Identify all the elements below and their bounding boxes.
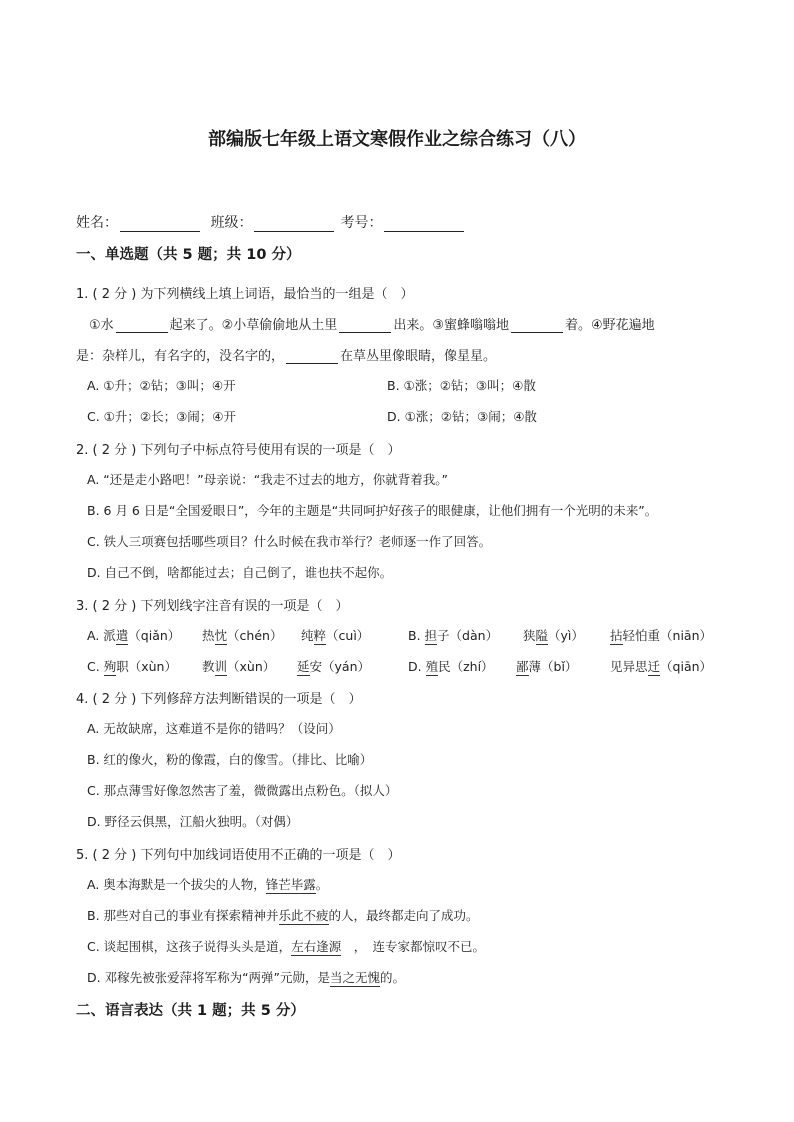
question-2-stem: 2. ( 2 分 ) 下列句子中标点符号使用有误的一项是（ ）: [76, 443, 401, 458]
q3-option-d-word-3: [610, 657, 712, 675]
q5-option-a[interactable]: [87, 875, 328, 893]
opt-text: （qiān）: [660, 659, 713, 674]
underlined-char: 延: [297, 659, 310, 674]
underlined-phrase: 当之无愧: [330, 970, 381, 985]
opt-text: 薄（bǐ）: [528, 659, 578, 674]
q3-option-a-word-3: [301, 626, 369, 644]
q4-option-a[interactable]: A. 无故缺席，这难道不是你的错吗？（设问）: [87, 721, 341, 736]
opt-text: C.: [87, 659, 104, 674]
opt-text: C. 谈起围棋，这孩子说得头头是道，: [87, 939, 292, 954]
underlined-char: 鄙: [516, 659, 529, 674]
q2-option-b[interactable]: B. 6 月 6 日是“全国爱眼日”，今年的主题是“共同呵护好孩子的眼健康，让他们拥有一个光明的未来”。: [87, 503, 658, 518]
q3-option-c-word-3: [297, 657, 370, 675]
question-1-passage-line-1: [89, 314, 655, 333]
fill-blank[interactable]: [286, 350, 338, 364]
passage-text: 在草丛里像眼睛，像星星。: [340, 349, 497, 364]
fill-blank[interactable]: [116, 319, 168, 333]
opt-text: 的。: [380, 970, 406, 985]
opt-text: 纯: [301, 628, 314, 643]
opt-text: D.: [408, 659, 426, 674]
q4-option-b[interactable]: B. 红的像火，粉的像霞，白的像雪。（排比、比喻）: [87, 752, 373, 767]
underlined-phrase: 左右逢源: [291, 939, 342, 954]
q3-option-b-word-3: [610, 626, 712, 644]
q2-option-c[interactable]: C. 铁人三项赛包括哪些项目？什么时候在我市举行？老师逐一作了回答。: [87, 534, 492, 549]
section-1-heading: 一、单选题（共 5 题；共 10 分）: [76, 247, 301, 263]
fill-blank[interactable]: [339, 319, 391, 333]
passage-text: ①水: [89, 318, 114, 333]
passage-text: 出来。③蜜蜂嗡嗡地: [393, 318, 509, 333]
name-blank[interactable]: [120, 217, 200, 232]
underlined-char: 担: [424, 628, 438, 643]
opt-text: 的人，最终都走向了成功。: [328, 908, 479, 923]
opt-text: 狭: [523, 628, 536, 643]
q1-option-b[interactable]: B. ①涨；②钻；③叫；④散: [387, 378, 536, 393]
page-title: 部编版七年级上语文寒假作业之综合练习（八）: [208, 129, 586, 150]
opt-text: 民（zhí）: [438, 659, 494, 674]
opt-text: 子（dàn）: [437, 628, 499, 643]
opt-text: 轻怕重（niān）: [622, 628, 712, 643]
q3-option-c[interactable]: [87, 657, 177, 675]
question-5-stem: 5. ( 2 分 ) 下列句中加线词语使用不正确的一项是（ ）: [76, 848, 401, 863]
passage-text: 是：杂样儿，有名字的，没名字的，: [76, 349, 285, 364]
underlined-char: 遣: [115, 628, 129, 643]
q3-option-d[interactable]: [408, 657, 494, 675]
q3-option-d-word-2: [516, 657, 577, 675]
opt-text: （qiǎn）: [128, 628, 181, 643]
underlined-char: 殖: [425, 659, 439, 674]
opt-text: ， 连专家都惊叹不已。: [341, 939, 485, 954]
q3-option-a[interactable]: [87, 626, 180, 644]
q4-option-c[interactable]: C. 那点薄雪好像忽然害了羞，微微露出点粉色。（拟人）: [87, 783, 398, 798]
q4-option-d[interactable]: D. 野径云俱黑，江船火独明。（对偶）: [87, 814, 299, 829]
name-label: 姓名：: [76, 215, 118, 231]
q3-option-b-word-2: [523, 626, 584, 644]
q5-option-c[interactable]: [87, 937, 485, 955]
q3-option-b[interactable]: [408, 626, 498, 644]
question-1-stem: 1. ( 2 分 ) 为下列横线上填上词语，最恰当的一组是（ ）: [76, 287, 414, 302]
q1-option-a[interactable]: A. ①升；②钻；③叫；④开: [87, 378, 236, 393]
opt-text: B. 那些对自己的事业有探索精神并: [87, 908, 279, 923]
underlined-char: 迁: [647, 659, 661, 674]
underlined-char: 忱: [214, 628, 228, 643]
opt-text: （xùn）: [227, 659, 276, 674]
opt-text: D. 邓稼先被张爱萍将军称为“两弹”元勋，是: [87, 970, 331, 985]
class-label: 班级：: [210, 215, 253, 231]
underlined-char: 殉: [103, 659, 117, 674]
opt-text: A. 奥本海默是一个拔尖的人物，: [87, 877, 266, 892]
opt-text: 职（xùn）: [116, 659, 177, 674]
opt-text: 。: [315, 877, 329, 892]
underlined-phrase: 乐此不疲: [278, 908, 329, 923]
passage-text: 着。④野花遍地: [564, 318, 655, 333]
passage-text: 起来了。②小草偷偷地从土里: [169, 318, 338, 333]
question-3-stem: 3. ( 2 分 ) 下列划线字注音有误的一项是（ ）: [76, 599, 349, 614]
opt-text: 热: [202, 628, 215, 643]
opt-text: 见异思: [610, 659, 648, 674]
fill-blank[interactable]: [511, 319, 563, 333]
opt-text: 安（yán）: [309, 659, 370, 674]
opt-text: A. 派: [87, 628, 116, 643]
class-blank[interactable]: [254, 217, 334, 232]
underlined-char: 粹: [313, 628, 327, 643]
opt-text: （cuì）: [326, 628, 370, 643]
opt-text: （chén）: [227, 628, 283, 643]
underlined-phrase: 锋芒毕露: [265, 877, 316, 892]
q5-option-b[interactable]: [87, 906, 479, 924]
q1-option-c[interactable]: C. ①升；②长；③闹；④开: [87, 409, 236, 424]
question-1-passage-line-2: [76, 345, 496, 364]
underlined-char: 训: [214, 659, 228, 674]
opt-text: 教: [202, 659, 215, 674]
underlined-char: 隘: [535, 628, 549, 643]
student-info-line: [76, 212, 470, 232]
q2-option-d[interactable]: D. 自己不倒，啥都能过去；自己倒了，谁也扶不起你。: [87, 565, 393, 580]
q2-option-a[interactable]: A. “还是走小路吧！”母亲说：“我走不过去的地方，你就背着我。”: [87, 472, 448, 487]
opt-text: （yì）: [548, 628, 584, 643]
question-4-stem: 4. ( 2 分 ) 下列修辞方法判断错误的一项是（ ）: [76, 692, 362, 707]
exam-number-blank[interactable]: [384, 217, 464, 232]
section-2-heading: 二、语言表达（共 1 题；共 5 分）: [76, 1003, 305, 1019]
exam-label: 考号：: [340, 215, 383, 231]
q3-option-c-word-2: [202, 657, 275, 675]
opt-text: B.: [408, 628, 425, 643]
q1-option-d[interactable]: D. ①涨；②钻；③闹；④散: [387, 409, 537, 424]
q3-option-a-word-2: [202, 626, 282, 644]
q5-option-d[interactable]: [87, 968, 405, 986]
underlined-char: 拈: [610, 628, 623, 643]
